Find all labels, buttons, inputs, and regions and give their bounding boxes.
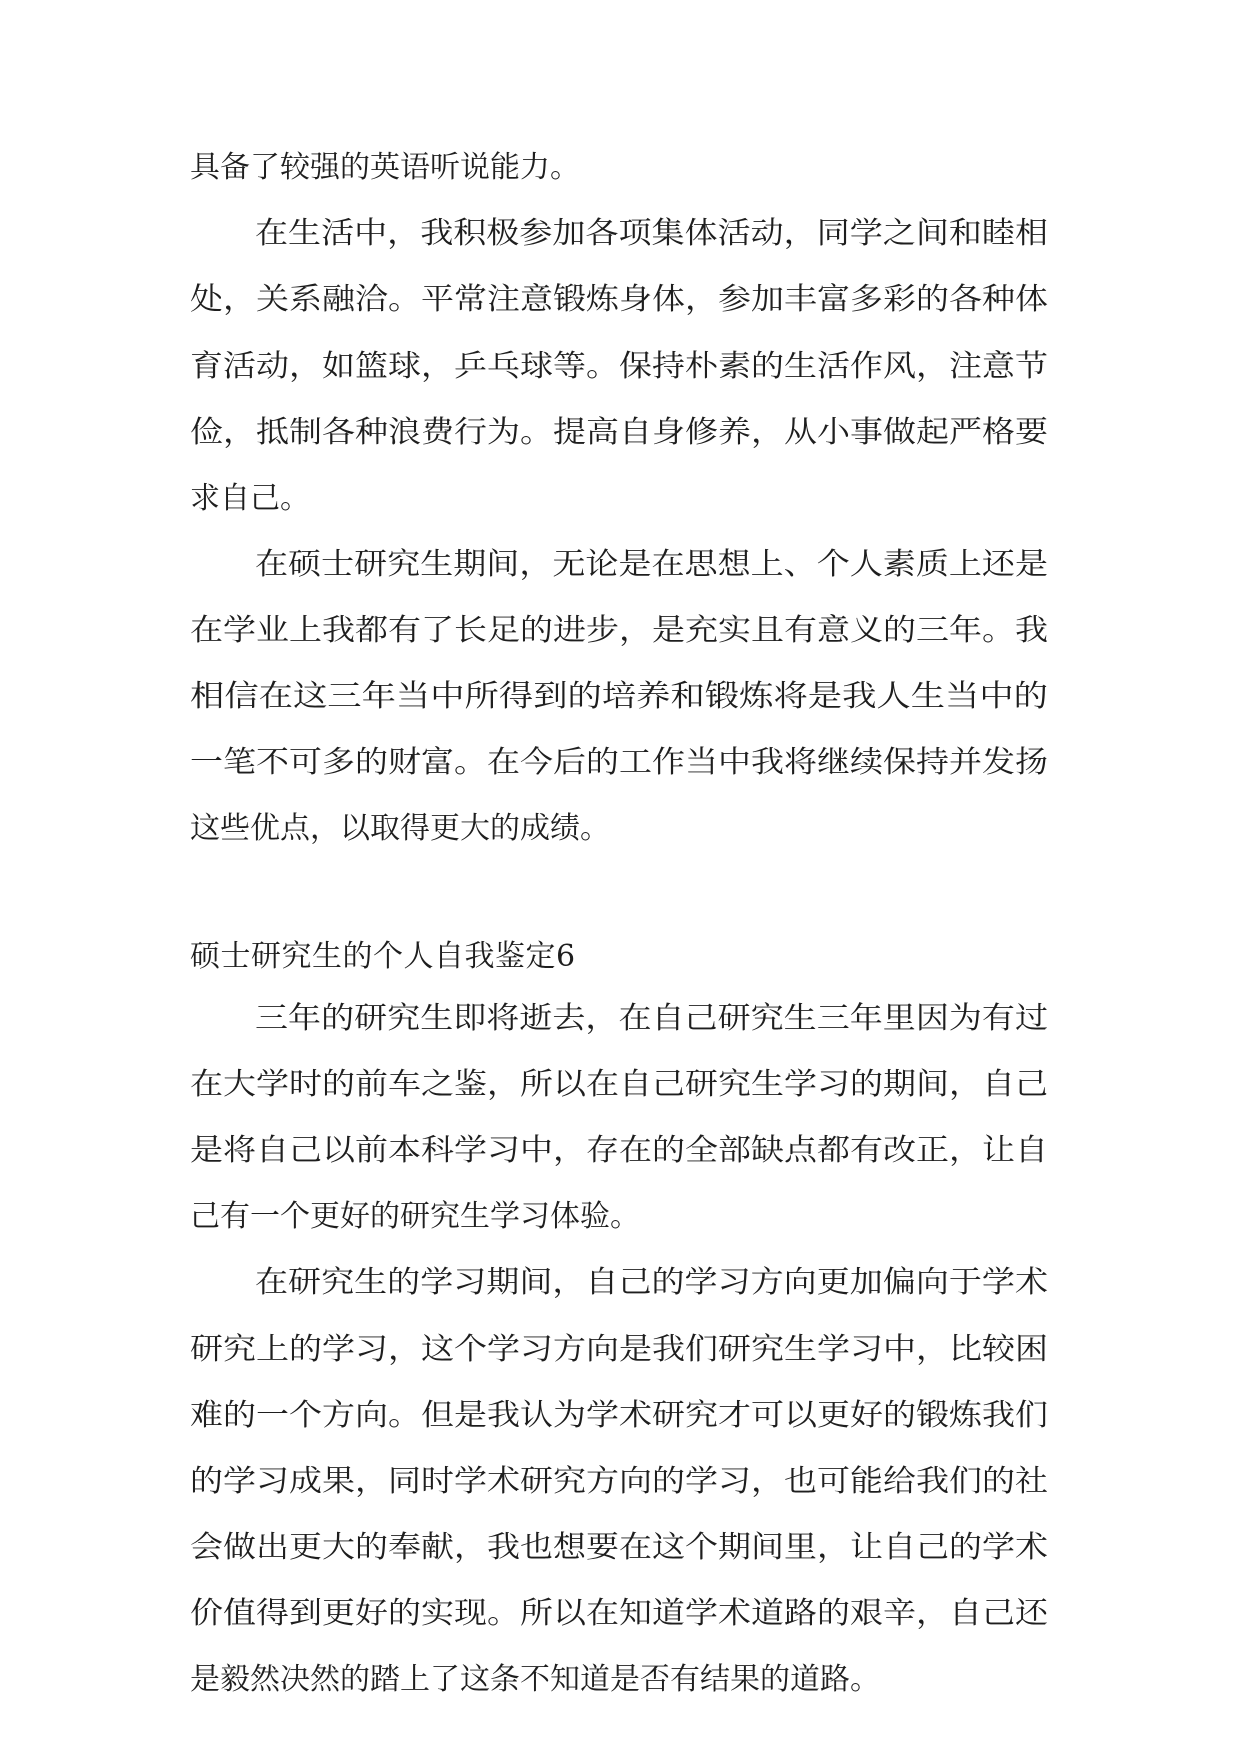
text-line-content: 是毅然决然的踏上了这条不知道是否有结果的道路。	[190, 1662, 880, 1697]
text-line-content: 在生活中，我积极参加各项集体活动，同学之间和睦相	[255, 216, 1048, 251]
text-line	[0, 411, 1241, 455]
text-line	[0, 477, 1241, 521]
text-line	[0, 1658, 1241, 1702]
text-line-content: 三年的研究生即将逝去，在自己研究生三年里因为有过	[255, 1001, 1048, 1036]
text-line-content: 难的一个方向。但是我认为学术研究才可以更好的锻炼我们	[190, 1398, 1048, 1433]
text-line	[0, 1328, 1241, 1372]
text-line	[0, 1394, 1241, 1438]
text-line-content: 具备了较强的英语听说能力。	[190, 150, 580, 185]
text-line	[0, 1063, 1241, 1107]
paragraph-first-line	[0, 212, 1241, 256]
text-line-content: 的学习成果，同时学术研究方向的学习，也可能给我们的社	[190, 1464, 1048, 1499]
text-line-content: 是将自己以前本科学习中，存在的全部缺点都有改正，让自	[190, 1133, 1048, 1168]
text-line-content: 在大学时的前车之鉴，所以在自己研究生学习的期间，自己	[190, 1067, 1048, 1102]
text-line-content: 求自己。	[190, 481, 310, 516]
text-line-content: 价值得到更好的实现。所以在知道学术道路的艰辛，自己还	[190, 1596, 1048, 1631]
text-line	[0, 1129, 1241, 1173]
text-line-content: 研究上的学习，这个学习方向是我们研究生学习中，比较困	[190, 1332, 1048, 1367]
text-line-content: 处，关系融洽。平常注意锻炼身体，参加丰富多彩的各种体	[190, 282, 1048, 317]
text-line	[0, 609, 1241, 653]
text-line-content: 俭，抵制各种浪费行为。提高自身修养，从小事做起严格要	[190, 415, 1048, 450]
text-line	[0, 741, 1241, 785]
text-line	[0, 146, 1241, 190]
text-line-content: 育活动，如篮球，乒乓球等。保持朴素的生活作风，注意节	[190, 349, 1048, 384]
text-line	[0, 345, 1241, 389]
text-line	[0, 807, 1241, 851]
text-line-content: 在研究生的学习期间，自己的学习方向更加偏向于学术	[255, 1265, 1048, 1300]
text-line	[0, 675, 1241, 719]
text-line-content: 一笔不可多的财富。在今后的工作当中我将继续保持并发扬	[190, 745, 1048, 780]
paragraph-first-line	[0, 1261, 1241, 1305]
text-line	[0, 1195, 1241, 1239]
text-line	[0, 1592, 1241, 1636]
paragraph-first-line	[0, 543, 1241, 587]
text-line-content: 这些优点，以取得更大的成绩。	[190, 811, 610, 846]
section-heading	[0, 935, 1241, 979]
section-heading-text: 硕士研究生的个人自我鉴定6	[190, 939, 576, 974]
paragraph-first-line	[0, 997, 1241, 1041]
text-line-content: 相信在这三年当中所得到的培养和锻炼将是我人生当中的	[190, 679, 1048, 714]
text-line	[0, 278, 1241, 322]
text-line-content: 己有一个更好的研究生学习体验。	[190, 1199, 640, 1234]
text-line	[0, 1460, 1241, 1504]
text-line-content: 会做出更大的奉献，我也想要在这个期间里，让自己的学术	[190, 1530, 1048, 1565]
text-line-content: 在学业上我都有了长足的进步，是充实且有意义的三年。我	[190, 613, 1048, 648]
text-line	[0, 1526, 1241, 1570]
text-line-content: 在硕士研究生期间，无论是在思想上、个人素质上还是	[255, 547, 1048, 582]
